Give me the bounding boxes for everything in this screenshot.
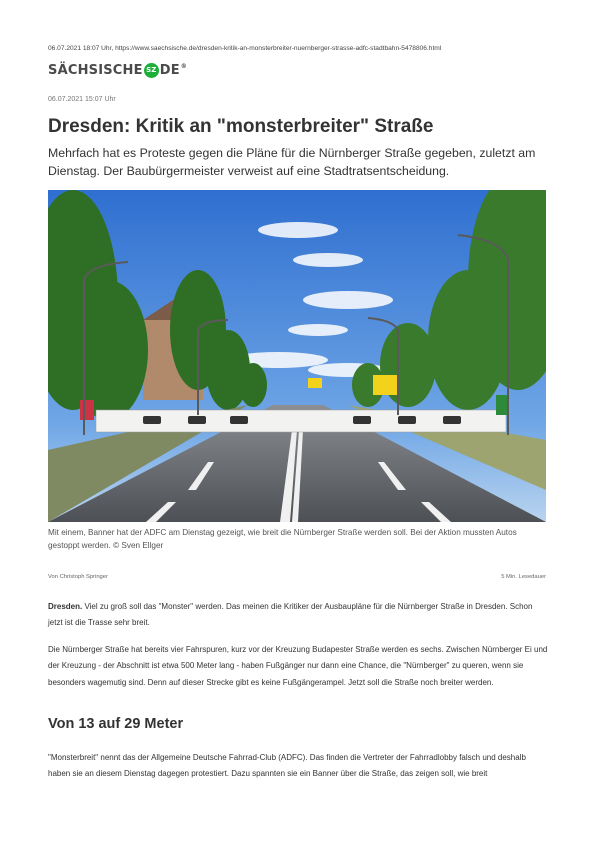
logo-text-left: SÄCHSISCHE xyxy=(48,63,143,78)
sz-badge-icon: SZ xyxy=(144,63,159,78)
paragraph-1-text: Viel zu groß soll das "Monster" werden. Das meinen die Kritiker der Ausbaupläne für die Nürnberger Straße in Dresden. Schon jetzt ist die Trasse sehr breit. xyxy=(48,602,533,628)
registered-mark: ® xyxy=(180,63,187,70)
section-subheading: Von 13 auf 29 Meter xyxy=(48,716,184,732)
street-photo-illustration xyxy=(48,190,546,522)
article-teaser: Mehrfach hat es Proteste gegen die Pläne für die Nürnberger Straße gegeben, zuletzt am Dienstag. Der Baubürgermeister verweist auf eine Stadtratsentscheidung. xyxy=(48,146,536,178)
article-photo xyxy=(48,190,546,522)
print-header: 06.07.2021 18:07 Uhr, https://www.saechsische.de/dresden-kritik-an-monsterbreiter-nuernberger-strasse-adfc-stadtbahn-5478806.html xyxy=(48,45,442,52)
image-caption: Mit einem, Banner hat der ADFC am Dienstag gezeigt, wie breit die Nürnberger Straße werden soll. Bei der Aktion mussten Autos gestoppt werden. © Sven Ellger xyxy=(48,528,517,550)
paragraph-1 xyxy=(48,599,548,632)
paragraph-2: Die Nürnberger Straße hat bereits vier Fahrspuren, kurz vor der Kreuzung Budapester Straße werden es sechs. Zwischen Nürnberger Ei und der Kreuzung - der Abschnitt ist etwa 500 Meter lang - haben Fußgänger nur dann eine Chance, die "Nürnberger" zu queren, wenn sie besonders wagemutig sind. Denn auf dieser Strecke gibt es keine Fußgängerampel. Jetzt soll die Straße noch breiter werden. xyxy=(48,645,548,687)
author-byline[interactable]: Von Christoph Springer xyxy=(48,574,108,580)
paragraph-3: "Monsterbreit" nennt das der Allgemeine Deutsche Fahrrad-Club (ADFC). Das finden die Vertreter der Fahrradlobby falsch und deshalb haben sie an diesem Dienstag dagegen protestiert. Dazu spannten sie ein Banner über die Straße, das zeigen soll, wie breit xyxy=(48,753,526,779)
read-time: 5 Min. Lesedauer xyxy=(501,574,546,580)
article-date: 06.07.2021 15:07 Uhr xyxy=(48,96,116,103)
logo-text-right: DE xyxy=(159,63,180,78)
dateline: Dresden. xyxy=(48,602,83,611)
site-logo[interactable] xyxy=(48,63,187,78)
article-title: Dresden: Kritik an "monsterbreiter" Straße xyxy=(48,116,434,137)
